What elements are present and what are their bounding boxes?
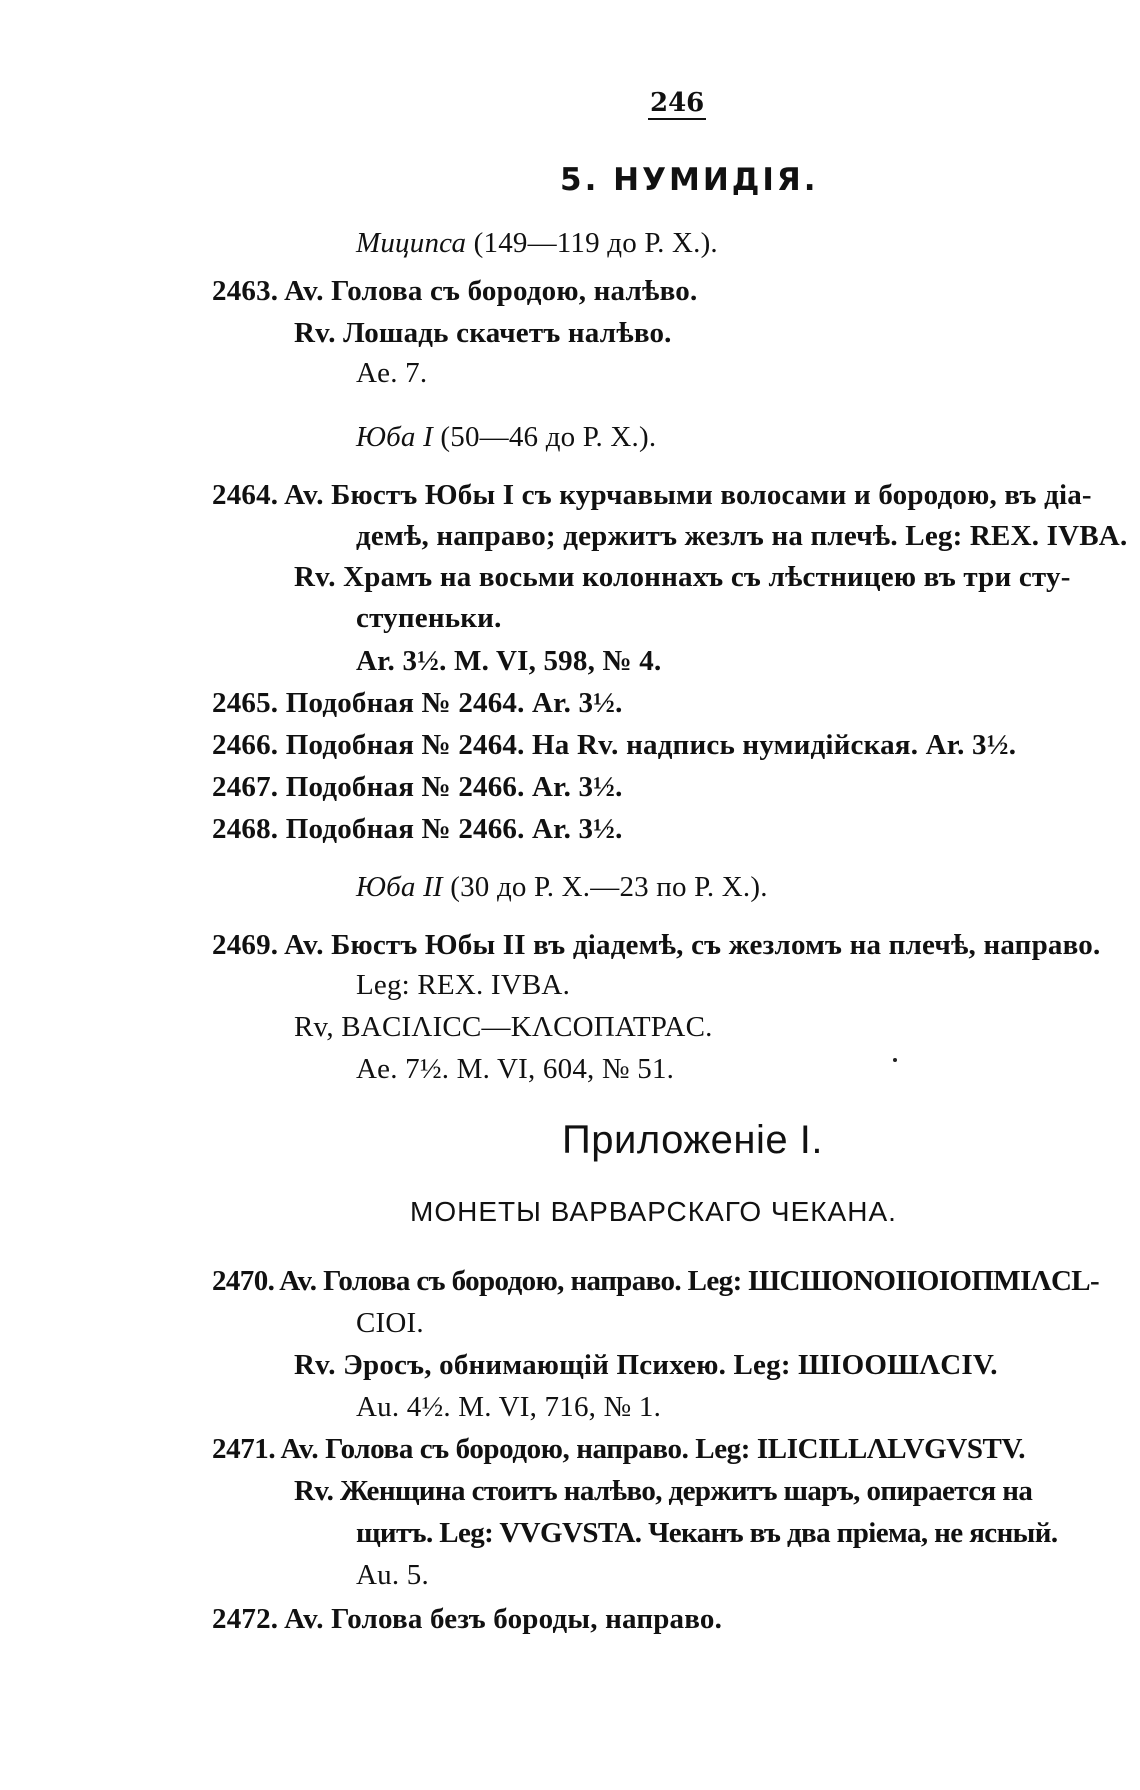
coin-entry-line: 2470. Av. Голова съ бородою, направо. Leg: ШСШONOIIOIOПMIΛCL- [212, 1265, 1100, 1297]
coin-entry-line: демѣ, направо; держитъ жезлъ на плечѣ. Leg: REX. IVBA. [356, 520, 1128, 552]
coin-entry-line: Rv. Храмъ на восьми колоннахъ съ лѣстницею въ три сту- [294, 561, 1071, 593]
ruler-dates: (30 до Р. Х.—23 по Р. Х.). [450, 871, 768, 903]
coin-entry-line: Au. 5. [356, 1559, 429, 1591]
coin-entry-line: 2472. Av. Голова безъ бороды, направо. [212, 1603, 723, 1635]
coin-entry-line: 2466. Подобная № 2464. На Rv. надпись нумидійская. Ar. 3½. [212, 729, 1017, 761]
coin-entry-line: Leg: REX. IVBA. [356, 969, 571, 1001]
coin-entry-line: 2465. Подобная № 2464. Ar. 3½. [212, 687, 623, 719]
coin-entry-line: Rv. Женщина стоитъ налѣво, держитъ шаръ, опирается на [294, 1475, 1033, 1507]
coin-entry-line: 2467. Подобная № 2466. Ar. 3½. [212, 771, 623, 803]
coin-entry-line: 2463. Av. Голова съ бородою, налѣво. [212, 275, 698, 307]
appendix-title: Приложеніе I. [562, 1118, 823, 1162]
page-number: 246 [650, 88, 705, 118]
ruler-heading-micipsa [356, 226, 718, 260]
ruler-dates: (50—46 до Р. Х.). [440, 421, 657, 453]
ruler-heading-juba1 [356, 420, 656, 454]
coin-entry-line: Rv. Эросъ, обнимающій Психею. Leg: ШIOOШΛCIV. [294, 1349, 998, 1381]
section-title: 5. НУМИДІЯ. [560, 162, 819, 198]
coin-entry-line: Ae. 7½. M. VI, 604, № 51. [356, 1053, 675, 1085]
coin-entry-line: Rv. Лошадь скачетъ налѣво. [294, 317, 672, 349]
coin-entry-line: ступеньки. [356, 602, 502, 634]
coin-entry-line: Ar. 3½. M. VI, 598, № 4. [356, 645, 662, 677]
ruler-name: Миципса [356, 227, 467, 259]
coin-entry-line: Rv, BACIΛICC—KΛCOΠATPAC. [294, 1011, 713, 1043]
coin-entry-line: Ae. 7. [356, 357, 428, 389]
appendix-subtitle: МОНЕТЫ ВАРВАРСКАГО ЧЕКАНА. [410, 1196, 897, 1227]
ruler-name: Юба II [356, 871, 443, 903]
coin-entry-line: 2468. Подобная № 2466. Ar. 3½. [212, 813, 623, 845]
coin-entry-line: 2464. Av. Бюстъ Юбы I съ курчавыми волосами и бородою, въ діа- [212, 479, 1092, 511]
ruler-dates: (149—119 до Р. Х.). [473, 227, 718, 259]
print-speck [893, 1058, 897, 1062]
coin-entry-line: CIOI. [356, 1307, 424, 1339]
coin-entry-line: Au. 4½. M. VI, 716, № 1. [356, 1391, 662, 1423]
coin-entry-line: щитъ. Leg: VVGVSTA. Чеканъ въ два пріема, не ясный. [356, 1517, 1058, 1549]
ruler-heading-juba2 [356, 870, 768, 904]
coin-entry-line: 2469. Av. Бюстъ Юбы II въ діадемѣ, съ жезломъ на плечѣ, направо. [212, 929, 1101, 961]
coin-entry-line: 2471. Av. Голова съ бородою, направо. Leg: ILICILLΛLVGVSTV. [212, 1433, 1026, 1465]
ruler-name: Юба I [356, 421, 433, 453]
